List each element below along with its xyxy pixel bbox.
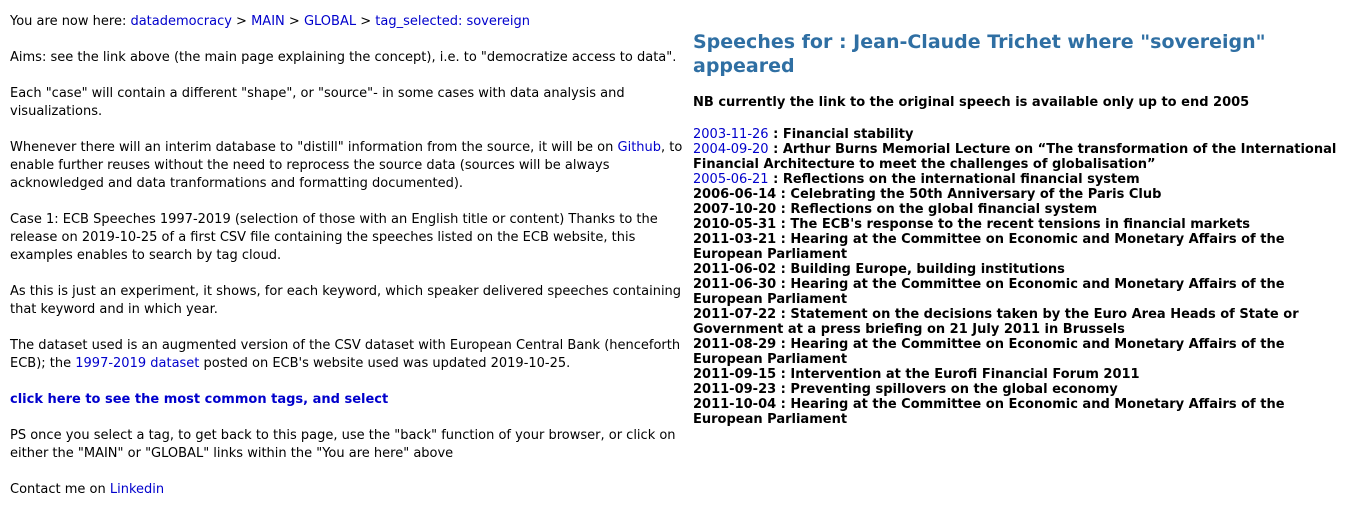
dataset-paragraph — [10, 337, 690, 373]
speech-item — [693, 202, 1358, 217]
speech-date-link[interactable]: 2004-09-20 — [693, 142, 769, 157]
speech-item — [693, 262, 1358, 277]
speech-item — [693, 382, 1358, 397]
speech-item — [693, 172, 1358, 187]
right-column — [693, 30, 1358, 427]
speech-item — [693, 127, 1358, 142]
speech-date: 2011-09-23 — [693, 382, 777, 397]
speech-separator: : — [776, 367, 791, 382]
dataset-text-before: The dataset used is an augmented version of the CSV dataset with European Central Bank (henceforth ECB); the — [10, 338, 681, 371]
speech-title: Celebrating the 50th Anniversary of the Paris Club — [790, 187, 1162, 202]
speech-title: Hearing at the Committee on Economic and Monetary Affairs of the European Parliament — [693, 337, 1285, 367]
speech-date-link[interactable]: 2005-06-21 — [693, 172, 769, 187]
speech-separator: : — [768, 142, 783, 157]
breadcrumb — [10, 13, 690, 31]
speech-title: Financial stability — [782, 127, 914, 142]
speech-title: Hearing at the Committee on Economic and Monetary Affairs of the European Parliament — [693, 397, 1285, 427]
contact-paragraph — [10, 481, 690, 499]
speeches-title: Speeches for : Jean-Claude Trichet where "sovereign" appeared — [693, 31, 1266, 77]
speech-date: 2011-09-15 — [693, 367, 777, 382]
speech-title: Arthur Burns Memorial Lecture on “The transformation of the International Financial Architecture to meet the challenges of globalisation” — [693, 142, 1337, 172]
speech-item — [693, 367, 1358, 382]
speech-item — [693, 232, 1358, 262]
dataset-text-after: posted on ECB's website used was updated 2019-10-25. — [199, 356, 571, 371]
speech-separator: : — [776, 277, 791, 292]
interim-text-before: Whenever there will an interim database to "distill" information from the source, it will be on — [10, 140, 618, 155]
speech-date: 2011-07-22 — [693, 307, 777, 322]
speech-item — [693, 277, 1358, 307]
linkedin-link[interactable]: Linkedin — [109, 482, 165, 497]
speech-separator: : — [776, 262, 791, 277]
speech-item — [693, 142, 1358, 172]
speech-separator: : — [768, 172, 783, 187]
speech-separator: : — [776, 187, 791, 202]
speech-separator: : — [776, 397, 791, 412]
speech-date: 2011-10-04 — [693, 397, 777, 412]
speech-title: Reflections on the international financial system — [782, 172, 1140, 187]
speech-date-link[interactable]: 2003-11-26 — [693, 127, 769, 142]
speech-date: 2010-05-31 — [693, 217, 777, 232]
speech-separator: : — [776, 337, 791, 352]
experiment-paragraph: As this is just an experiment, it shows, for each keyword, which speaker delivered speeches containing that keyword and in which year. — [10, 284, 682, 317]
breadcrumb-separator: > — [284, 14, 304, 29]
breadcrumb-separator: > — [356, 14, 376, 29]
breadcrumb-tag-selected-link[interactable]: tag_selected: sovereign — [375, 14, 531, 29]
speech-separator: : — [776, 217, 791, 232]
interim-database-paragraph — [10, 139, 690, 193]
speech-separator: : — [776, 307, 791, 322]
speech-title: Preventing spillovers on the global economy — [790, 382, 1118, 397]
speech-item — [693, 187, 1358, 202]
speech-title: Statement on the decisions taken by the Euro Area Heads of State or Government at a press briefing on 21 July 2011 in Brussels — [693, 307, 1299, 337]
speech-separator: : — [768, 127, 783, 142]
breadcrumb-global-link[interactable]: GLOBAL — [303, 14, 357, 29]
speech-title: Reflections on the global financial system — [790, 202, 1098, 217]
breadcrumb-main-link[interactable]: MAIN — [251, 14, 285, 29]
speech-date: 2011-03-21 — [693, 232, 777, 247]
breadcrumb-prefix: You are now here: — [10, 14, 131, 29]
speech-title: Hearing at the Committee on Economic and Monetary Affairs of the European Parliament — [693, 277, 1285, 307]
breadcrumb-separator: > — [231, 14, 252, 29]
interim-text-after: , to enable further reuses without the need to reprocess the source data (sources will be always acknowledged and data tranformations and formatting documented). — [10, 140, 683, 191]
speech-date: 2011-08-29 — [693, 337, 777, 352]
speech-date: 2006-06-14 — [693, 187, 777, 202]
speech-date: 2011-06-02 — [693, 262, 777, 277]
speech-title: Hearing at the Committee on Economic and Monetary Affairs of the European Parliament — [693, 232, 1285, 262]
nb-note: NB currently the link to the original speech is available only up to end 2005 — [693, 95, 1250, 110]
aims-paragraph: Aims: see the link above (the main page explaining the concept), i.e. to "democratize access to data". — [10, 50, 677, 65]
common-tags-paragraph — [10, 391, 690, 409]
speech-separator: : — [776, 232, 791, 247]
speech-separator: : — [776, 202, 791, 217]
speech-list — [693, 127, 1358, 427]
speech-title: Intervention at the Eurofi Financial Forum 2011 — [790, 367, 1140, 382]
github-link[interactable]: Github — [617, 140, 662, 155]
common-tags-link[interactable]: click here to see the most common tags, and select — [10, 392, 389, 407]
dataset-link[interactable]: 1997-2019 dataset — [75, 356, 200, 371]
speech-date: 2007-10-20 — [693, 202, 777, 217]
speech-date: 2011-06-30 — [693, 277, 777, 292]
breadcrumb-datademocracy-link[interactable]: datademocracy — [130, 14, 232, 29]
left-column — [10, 13, 690, 517]
speech-item — [693, 337, 1358, 367]
each-case-paragraph: Each "case" will contain a different "shape", or "source"- in some cases with data analysis and visualizations. — [10, 86, 625, 119]
speech-item — [693, 307, 1358, 337]
contact-text: Contact me on — [10, 482, 110, 497]
ps-paragraph: PS once you select a tag, to get back to this page, use the "back" function of your browser, or click on either the "MAIN" or "GLOBAL" links within the "You are here" above — [10, 428, 676, 461]
speech-title: The ECB's response to the recent tensions in financial markets — [790, 217, 1251, 232]
speech-item — [693, 217, 1358, 232]
case1-paragraph: Case 1: ECB Speeches 1997-2019 (selection of those with an English title or content) Thanks to the release on 2019-10-25 of a first CSV file containing the speeches listed on the ECB website, this examples enables to search by tag cloud. — [10, 212, 658, 263]
speech-item — [693, 397, 1358, 427]
speech-title: Building Europe, building institutions — [790, 262, 1065, 277]
speech-separator: : — [776, 382, 791, 397]
